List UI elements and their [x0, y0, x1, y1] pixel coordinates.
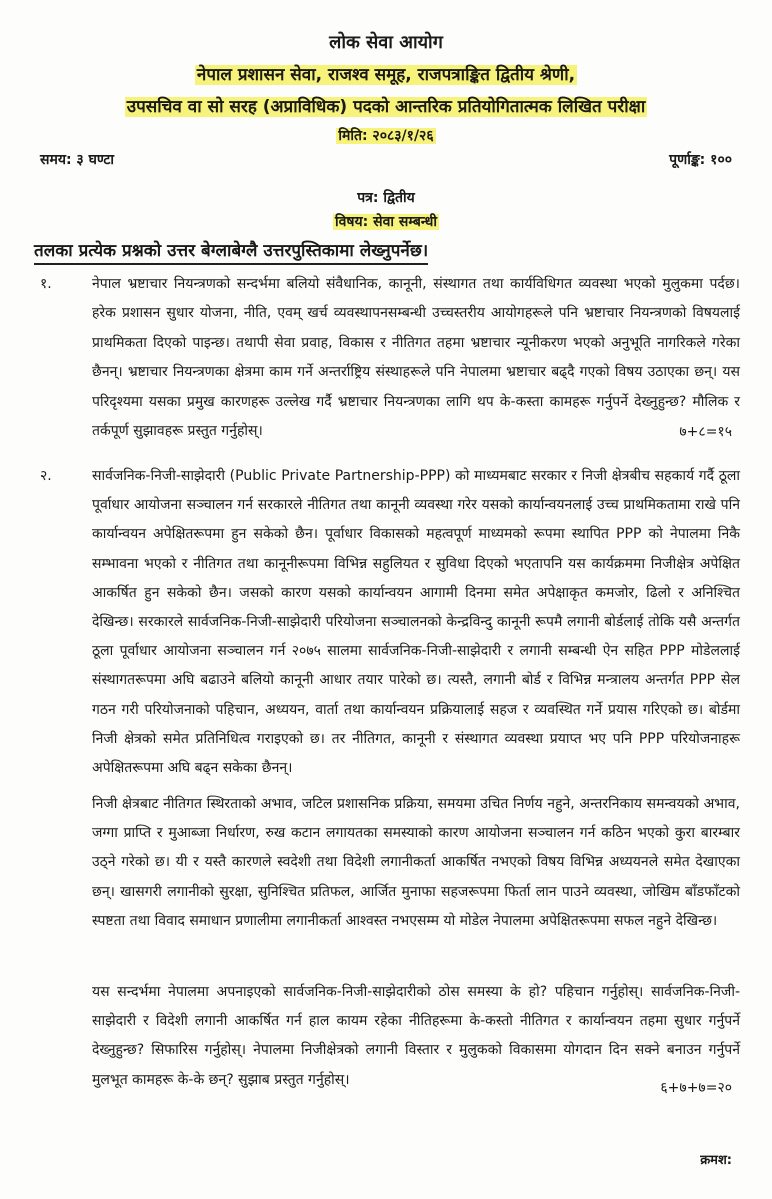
subject-label — [0, 212, 772, 231]
service-line-text: नेपाल प्रशासन सेवा, राजश्व समूह, राजपत्राङ्कित द्वितीय श्रेणी, — [196, 65, 576, 85]
organization-title: लोक सेवा आयोग — [329, 32, 443, 53]
question-number: २. — [40, 468, 52, 484]
question-marks: ६+७+७=२० — [660, 1080, 732, 1096]
question-text: नेपाल भ्रष्टाचार नियन्त्रणको सन्दर्भमा बलियो संवैधानिक, कानूनी, संस्थागत तथा कार्यविधिगत व्यवस्था भएको मुलुकमा पर्दछ। हरेक प्रशासन सुधार योजना, नीति, एवम् खर्च व्यवस्थापनसम्बन्धी उच्चस्तरीय आयोगहरूले पनि भ्रष्टाचार नियन्त्रणको विषयलाई प्राथमिकता दिएको पाइन्छ। तथापी सेवा प्रवाह, विकास र नीतिगत तहमा भ्रष्टाचार न्यूनीकरण भएको अनुभूति नागरिकले गरेका छैनन्। भ्रष्टाचार नियन्त्रणका क्षेत्रमा काम गर्ने अन्तर्राष्ट्रिय संस्थाहरूले पनि नेपालमा भ्रष्टाचार बढ्दै गएको विषय उठाएका छन्। यस परिदृश्यमा यसका प्रमुख कारणहरू उल्लेख गर्दै भ्रष्टाचार नियन्त्रणका लागि थप के-कस्ता कामहरू गर्नुपर्ने देख्नुहुन्छ? मौलिक र तर्कपूर्ण सुझावहरू प्रस्तुत गर्नुहोस्। — [92, 276, 740, 440]
question-paragraph: यस सन्दर्भमा नेपालमा अपनाइएको सार्वजनिक-निजी-साझेदारीको ठोस समस्या के हो? पहिचान गर्नुहोस्। सार्वजनिक-निजी-साझेदारी र विदेशी लगानी आकर्षित गर्न हाल कायम रहेका नीतिहरूमा के-कस्तो नीतिगत र कार्यान्वयन तहमा सुधार गर्नुपर्ने देख्नुहुन्छ? सिफारिस गर्नुहोस्। नेपालमा निजीक्षेत्रको लगानी विस्तार र मुलुकको विकासमा योगदान दिन सक्ने बनाउन गर्नुपर्ने मुलभूत कामहरू के-के छन्? सुझाब प्रस्तुत गर्नुहोस्। — [92, 984, 740, 1088]
instruction: तलका प्रत्येक प्रश्नको उत्तर बेग्लाबेग्लै उत्तरपुस्तिकामा लेख्नुपर्नेछ। — [34, 238, 428, 265]
question-number: १. — [40, 276, 52, 292]
continued-note: क्रमश: — [700, 1153, 732, 1168]
question-paragraph: सार्वजनिक-निजी-साझेदारी (Public Private Partnership-PPP) को माध्यमबाट सरकार र निजी क्षेत्रबीच सहकार्य गर्दै ठूला पूर्वाधार आयोजना सञ्चालन गर्न सरकारले नीतिगत तथा कानूनी व्यवस्था गरेर यसको कार्यान्वयनलाई उच्च प्राथमिकतामा राखे पनि कार्यान्वयन अपेक्षितरूपमा हुन सकेको छैन। पूर्वाधार विकासको महत्वपूर्ण माध्यमको रूपमा स्थापित PPP को नेपालमा निकै सम्भावना भएको र नीतिगत तथा कानूनीरूपमा विभिन्न सहुलियत र सुविधा दिएको भएतापनि यस कार्यक्रममा निजीक्षेत्र अपेक्षित आकर्षित हुन सकेको छैन। जसको कारण यसको कार्यान्वयन आगामी दिनमा समेत अपेक्षाकृत कमजोर, ढिलो र अनिश्चित देखिन्छ। सरकारले सार्वजनिक-निजी-साझेदारी परियोजना सञ्चालनको केन्द्रविन्दु कानूनी रूपमै लगानी बोर्डलाई तोकि यसै अन्तर्गत ठूला पूर्वाधार आयोजना सञ्चालन गर्न २०७५ सालमा सार्वजनिक-निजी-साझेदारी र लगानी सम्बन्धी ऐन सहित PPP मोडेललाई संस्थागतरूपमा अघि बढाउने बलियो कानूनी आधार तयार पारेको छ। त्यस्तै, लगानी बोर्ड र विभिन्न मन्त्रालय अन्तर्गत PPP सेल गठन गरी परियोजनाको पहिचान, अध्ययन, वार्ता तथा कार्यान्वयन प्रक्रियालाई सहज र व्यवस्थित गर्ने प्रयास गरिएको छ। बोर्डमा निजी क्षेत्रको समेत प्रतिनिधित्व गराइएको छ। तर नीतिगत, कानूनी र संस्थागत व्यवस्था प्रयाप्त भए पनि PPP परियोजनाहरू अपेक्षितरूपमा अघि बढ्न सकेका छैनन्। — [92, 468, 740, 777]
question-marks: ७+८=१५ — [679, 424, 732, 440]
exam-time: समय: ३ घण्टा — [40, 152, 115, 168]
exam-line-text: उपसचिव वा सो सरह (अप्राविधिक) पदको आन्तरिक प्रतियोगितात्मक लिखित परीक्षा — [126, 97, 646, 117]
full-marks: पूर्णाङ्क: १०० — [669, 152, 732, 168]
exam-line — [0, 94, 772, 117]
exam-date — [0, 126, 772, 145]
subject-label-text: विषय: सेवा सम्बन्धी — [335, 214, 437, 230]
service-line — [0, 62, 772, 85]
paper-label: पत्र: द्वितीय — [357, 190, 415, 206]
exam-date-text: मिति: २०८३/१/२६ — [338, 128, 434, 144]
question-paragraph: निजी क्षेत्रबाट नीतिगत स्थिरताको अभाव, जटिल प्रशासनिक प्रक्रिया, समयमा उचित निर्णय नहुने, अन्तरनिकाय समन्वयको अभाव, जग्गा प्राप्ति र मुआब्जा निर्धारण, रुख कटान लगायतका समस्याको कारण आयोजना सञ्चालन गर्न कठिन भएको कुरा बारम्बार उठ्ने गरेको छ। यी र यस्तै कारणले स्वदेशी तथा विदेशी लगानीकर्ता आकर्षित नभएको विषय विभिन्न अध्ययनले समेत देखाएका छन्। खासगरी लगानीको सुरक्षा, सुनिश्चित प्रतिफल, आर्जित मुनाफा सहजरूपमा फिर्ता लान पाउने व्यवस्था, जोखिम बाँडफाँटको स्पष्टता तथा विवाद समाधान प्रणालीमा लगानीकर्ता आश्वस्त नभएसम्म यो मोडेल नेपालमा अपेक्षितरूपमा सफल नहुने देखिन्छ। — [92, 796, 740, 929]
question-1 — [40, 270, 740, 446]
